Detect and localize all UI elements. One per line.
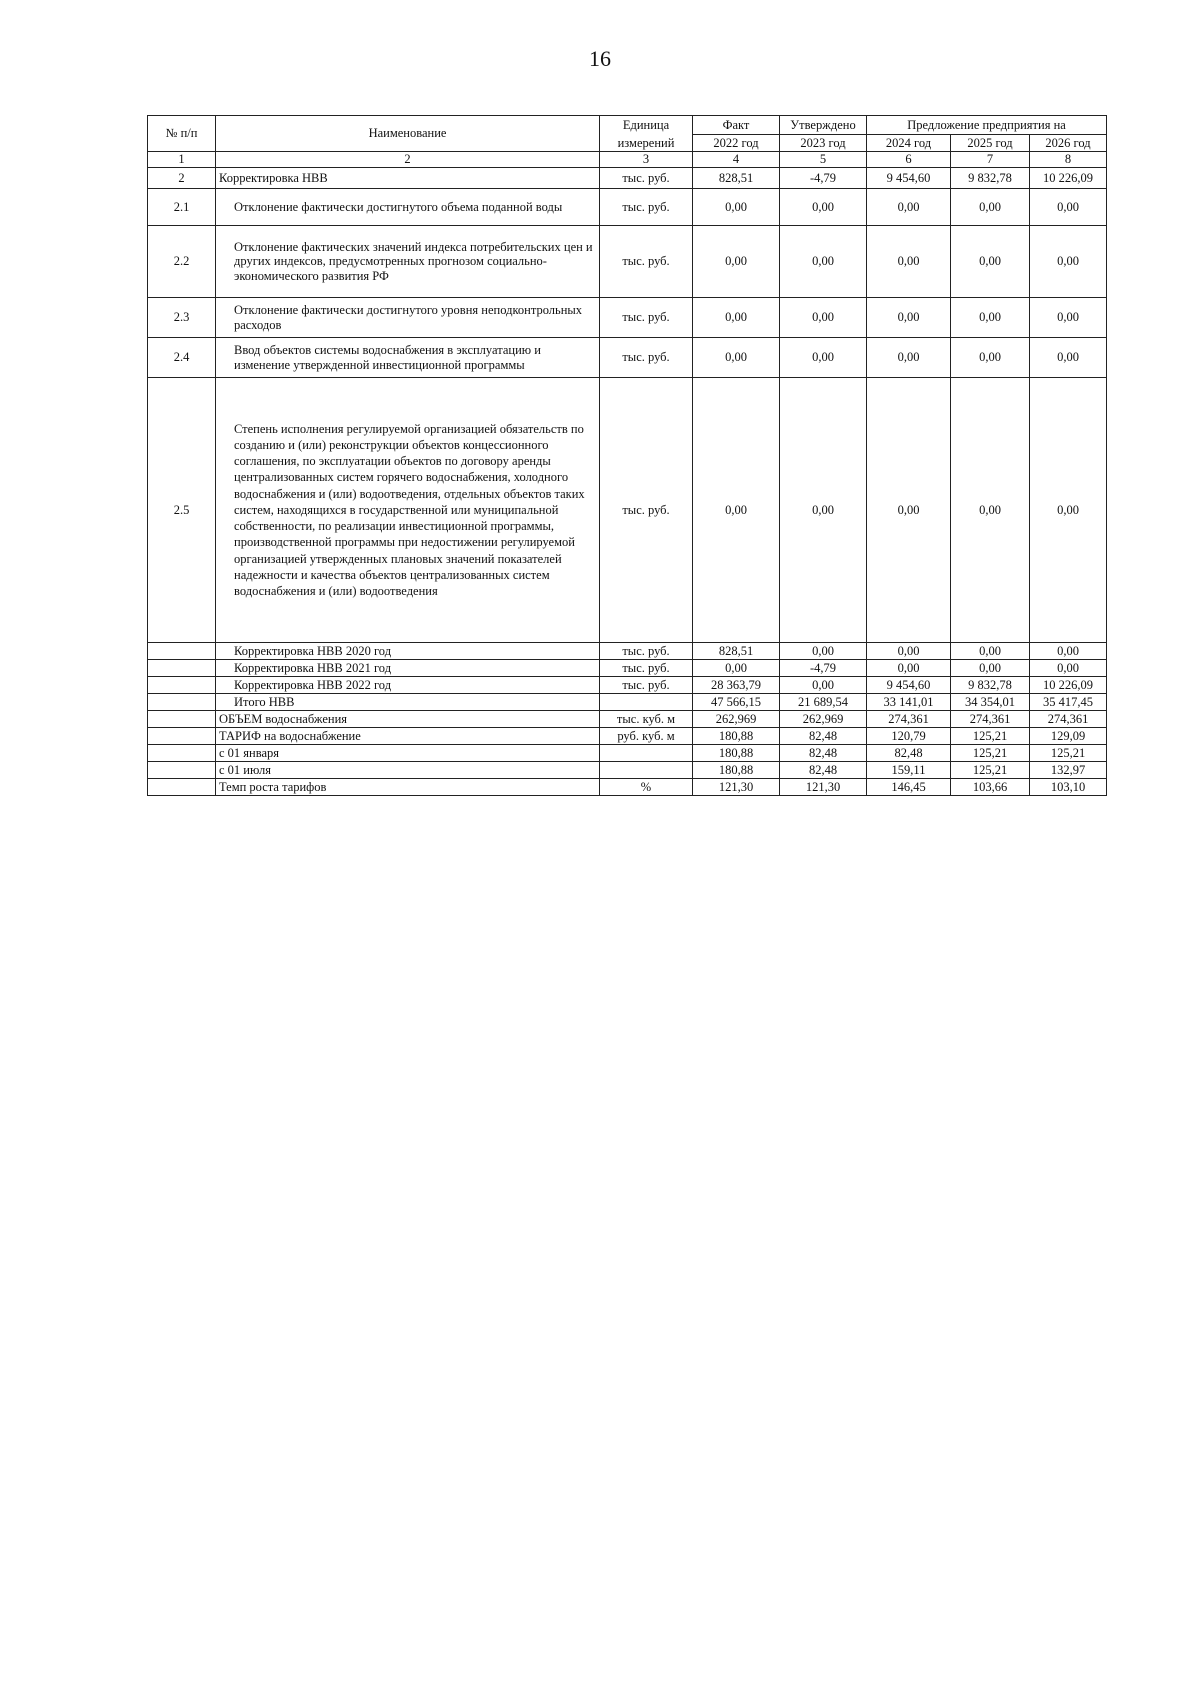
row-value: 0,00 bbox=[780, 643, 867, 660]
row-value: 0,00 bbox=[867, 298, 951, 338]
column-number: 7 bbox=[951, 152, 1030, 168]
row-name: Корректировка НВВ 2020 год bbox=[216, 643, 600, 660]
table-row bbox=[148, 745, 1107, 762]
row-value: 129,09 bbox=[1030, 728, 1107, 745]
table-row bbox=[148, 298, 1107, 338]
row-value: 0,00 bbox=[1030, 189, 1107, 226]
row-unit: тыс. руб. bbox=[600, 338, 693, 378]
row-unit: тыс. руб. bbox=[600, 643, 693, 660]
row-num: 2.5 bbox=[148, 378, 216, 643]
row-value: 0,00 bbox=[867, 189, 951, 226]
row-unit: тыс. руб. bbox=[600, 189, 693, 226]
row-value: 274,361 bbox=[951, 711, 1030, 728]
header-year-2026: 2026 год bbox=[1030, 135, 1107, 152]
table-row bbox=[148, 643, 1107, 660]
row-unit: тыс. руб. bbox=[600, 677, 693, 694]
table-row bbox=[148, 338, 1107, 378]
row-num: 2.2 bbox=[148, 226, 216, 298]
row-value: 103,66 bbox=[951, 779, 1030, 796]
row-value: 180,88 bbox=[693, 762, 780, 779]
row-unit: руб. куб. м bbox=[600, 728, 693, 745]
table-row bbox=[148, 660, 1107, 677]
header-approved: Утверждено bbox=[780, 116, 867, 135]
row-value: 0,00 bbox=[867, 660, 951, 677]
row-value: 103,10 bbox=[1030, 779, 1107, 796]
row-value: 0,00 bbox=[780, 338, 867, 378]
row-value: 0,00 bbox=[951, 643, 1030, 660]
row-value: 0,00 bbox=[951, 338, 1030, 378]
row-name: с 01 января bbox=[216, 745, 600, 762]
column-number: 6 bbox=[867, 152, 951, 168]
header-year-2022: 2022 год bbox=[693, 135, 780, 152]
header-num: № п/п bbox=[148, 116, 216, 152]
page-number: 16 bbox=[589, 46, 611, 71]
row-value: 180,88 bbox=[693, 745, 780, 762]
table-row bbox=[148, 779, 1107, 796]
row-value: 82,48 bbox=[867, 745, 951, 762]
row-value: 0,00 bbox=[780, 226, 867, 298]
row-value: 0,00 bbox=[780, 298, 867, 338]
header-proposal: Предложение предприятия на bbox=[867, 116, 1107, 135]
row-num bbox=[148, 728, 216, 745]
row-value: 120,79 bbox=[867, 728, 951, 745]
row-num: 2.3 bbox=[148, 298, 216, 338]
row-value: 0,00 bbox=[1030, 338, 1107, 378]
row-name: Корректировка НВВ bbox=[216, 168, 600, 189]
row-name: Ввод объектов системы водоснабжения в эксплуатацию и изменение утвержденной инвестиционной программы bbox=[216, 338, 600, 378]
row-name: Корректировка НВВ 2022 год bbox=[216, 677, 600, 694]
row-name: ОБЪЕМ водоснабжения bbox=[216, 711, 600, 728]
table-row bbox=[148, 694, 1107, 711]
row-name: Корректировка НВВ 2021 год bbox=[216, 660, 600, 677]
row-value: 82,48 bbox=[780, 728, 867, 745]
row-unit bbox=[600, 694, 693, 711]
row-value: 0,00 bbox=[867, 378, 951, 643]
column-number: 8 bbox=[1030, 152, 1107, 168]
row-name: ТАРИФ на водоснабжение bbox=[216, 728, 600, 745]
row-value: 828,51 bbox=[693, 168, 780, 189]
row-value: 0,00 bbox=[951, 378, 1030, 643]
table-row bbox=[148, 677, 1107, 694]
row-name: с 01 июля bbox=[216, 762, 600, 779]
row-unit bbox=[600, 762, 693, 779]
column-number: 1 bbox=[148, 152, 216, 168]
row-value: 9 454,60 bbox=[867, 677, 951, 694]
row-unit: тыс. куб. м bbox=[600, 711, 693, 728]
row-unit: % bbox=[600, 779, 693, 796]
row-value: 0,00 bbox=[780, 378, 867, 643]
row-value: 0,00 bbox=[867, 338, 951, 378]
row-value: 33 141,01 bbox=[867, 694, 951, 711]
row-value: 0,00 bbox=[951, 298, 1030, 338]
row-num bbox=[148, 694, 216, 711]
row-value: 828,51 bbox=[693, 643, 780, 660]
table-row bbox=[148, 189, 1107, 226]
row-name: Темп роста тарифов bbox=[216, 779, 600, 796]
row-value: 132,97 bbox=[1030, 762, 1107, 779]
row-name: Отклонение фактически достигнутого уровня неподконтрольных расходов bbox=[216, 298, 600, 338]
row-num: 2.4 bbox=[148, 338, 216, 378]
column-number: 3 bbox=[600, 152, 693, 168]
row-value: 0,00 bbox=[780, 677, 867, 694]
row-value: 0,00 bbox=[1030, 643, 1107, 660]
row-value: 0,00 bbox=[693, 298, 780, 338]
row-value: 159,11 bbox=[867, 762, 951, 779]
row-value: 0,00 bbox=[1030, 298, 1107, 338]
row-value: 47 566,15 bbox=[693, 694, 780, 711]
row-num: 2 bbox=[148, 168, 216, 189]
header-year-2024: 2024 год bbox=[867, 135, 951, 152]
column-number: 2 bbox=[216, 152, 600, 168]
row-unit: тыс. руб. bbox=[600, 226, 693, 298]
header-unit-line2: измерений bbox=[600, 135, 693, 152]
row-value: 0,00 bbox=[1030, 378, 1107, 643]
table-row bbox=[148, 762, 1107, 779]
row-value: -4,79 bbox=[780, 168, 867, 189]
row-num bbox=[148, 779, 216, 796]
column-number: 5 bbox=[780, 152, 867, 168]
header-fact: Факт bbox=[693, 116, 780, 135]
row-value: 9 832,78 bbox=[951, 168, 1030, 189]
row-name: Отклонение фактически достигнутого объема поданной воды bbox=[216, 189, 600, 226]
row-value: 125,21 bbox=[951, 745, 1030, 762]
row-value: 10 226,09 bbox=[1030, 168, 1107, 189]
table-row bbox=[148, 378, 1107, 643]
row-value: 0,00 bbox=[867, 643, 951, 660]
row-value: 35 417,45 bbox=[1030, 694, 1107, 711]
row-value: 121,30 bbox=[693, 779, 780, 796]
row-value: 82,48 bbox=[780, 745, 867, 762]
row-num bbox=[148, 711, 216, 728]
row-num bbox=[148, 762, 216, 779]
row-value: 0,00 bbox=[1030, 226, 1107, 298]
row-value: 0,00 bbox=[951, 226, 1030, 298]
row-value: 21 689,54 bbox=[780, 694, 867, 711]
row-num bbox=[148, 677, 216, 694]
tariff-table bbox=[147, 115, 1107, 796]
row-unit: тыс. руб. bbox=[600, 660, 693, 677]
row-unit: тыс. руб. bbox=[600, 298, 693, 338]
row-num bbox=[148, 745, 216, 762]
row-value: 0,00 bbox=[693, 660, 780, 677]
row-value: 0,00 bbox=[951, 189, 1030, 226]
header-unit-line1: Единица bbox=[600, 116, 693, 135]
row-num bbox=[148, 660, 216, 677]
row-value: 0,00 bbox=[693, 378, 780, 643]
row-unit: тыс. руб. bbox=[600, 168, 693, 189]
header-name: Наименование bbox=[216, 116, 600, 152]
row-value: 9 454,60 bbox=[867, 168, 951, 189]
row-value: 274,361 bbox=[867, 711, 951, 728]
row-value: 82,48 bbox=[780, 762, 867, 779]
row-value: 146,45 bbox=[867, 779, 951, 796]
header-year-2023: 2023 год bbox=[780, 135, 867, 152]
row-unit: тыс. руб. bbox=[600, 378, 693, 643]
row-value: 0,00 bbox=[693, 338, 780, 378]
row-value: 10 226,09 bbox=[1030, 677, 1107, 694]
row-value: 9 832,78 bbox=[951, 677, 1030, 694]
table-row bbox=[148, 728, 1107, 745]
row-value: 0,00 bbox=[693, 189, 780, 226]
row-num bbox=[148, 643, 216, 660]
row-value: 180,88 bbox=[693, 728, 780, 745]
table-row bbox=[148, 226, 1107, 298]
row-value: 125,21 bbox=[951, 762, 1030, 779]
row-value: 34 354,01 bbox=[951, 694, 1030, 711]
row-value: 262,969 bbox=[780, 711, 867, 728]
row-value: 0,00 bbox=[951, 660, 1030, 677]
row-value: 121,30 bbox=[780, 779, 867, 796]
row-value: 125,21 bbox=[1030, 745, 1107, 762]
table-row bbox=[148, 168, 1107, 189]
row-value: 0,00 bbox=[867, 226, 951, 298]
row-unit bbox=[600, 745, 693, 762]
table-row bbox=[148, 711, 1107, 728]
column-number: 4 bbox=[693, 152, 780, 168]
row-value: 0,00 bbox=[1030, 660, 1107, 677]
row-value: 28 363,79 bbox=[693, 677, 780, 694]
row-num: 2.1 bbox=[148, 189, 216, 226]
row-name: Отклонение фактических значений индекса потребительских цен и других индексов, предусмотренных прогнозом социально-экономического развития РФ bbox=[216, 226, 600, 298]
row-name: Степень исполнения регулируемой организацией обязательств по созданию и (или) реконструкции объектов концессионного соглашения, по эксплуатации объектов по договору аренды централизованных систем горячего водоснабжения, холодного водоснабжения и (или) водоотведения, отдельных объектов таких систем, находящихся в государственной или муниципальной собственности, по реализации инвестиционной программы, производственной программы при недостижении регулируемой организацией утвержденных плановых значений показателей надежности и качества объектов централизованных систем водоснабжения и (или) водоотведения bbox=[216, 378, 600, 643]
row-name: Итого НВВ bbox=[216, 694, 600, 711]
row-value: 125,21 bbox=[951, 728, 1030, 745]
row-value: 0,00 bbox=[693, 226, 780, 298]
row-value: -4,79 bbox=[780, 660, 867, 677]
row-value: 262,969 bbox=[693, 711, 780, 728]
row-value: 0,00 bbox=[780, 189, 867, 226]
header-year-2025: 2025 год bbox=[951, 135, 1030, 152]
row-value: 274,361 bbox=[1030, 711, 1107, 728]
